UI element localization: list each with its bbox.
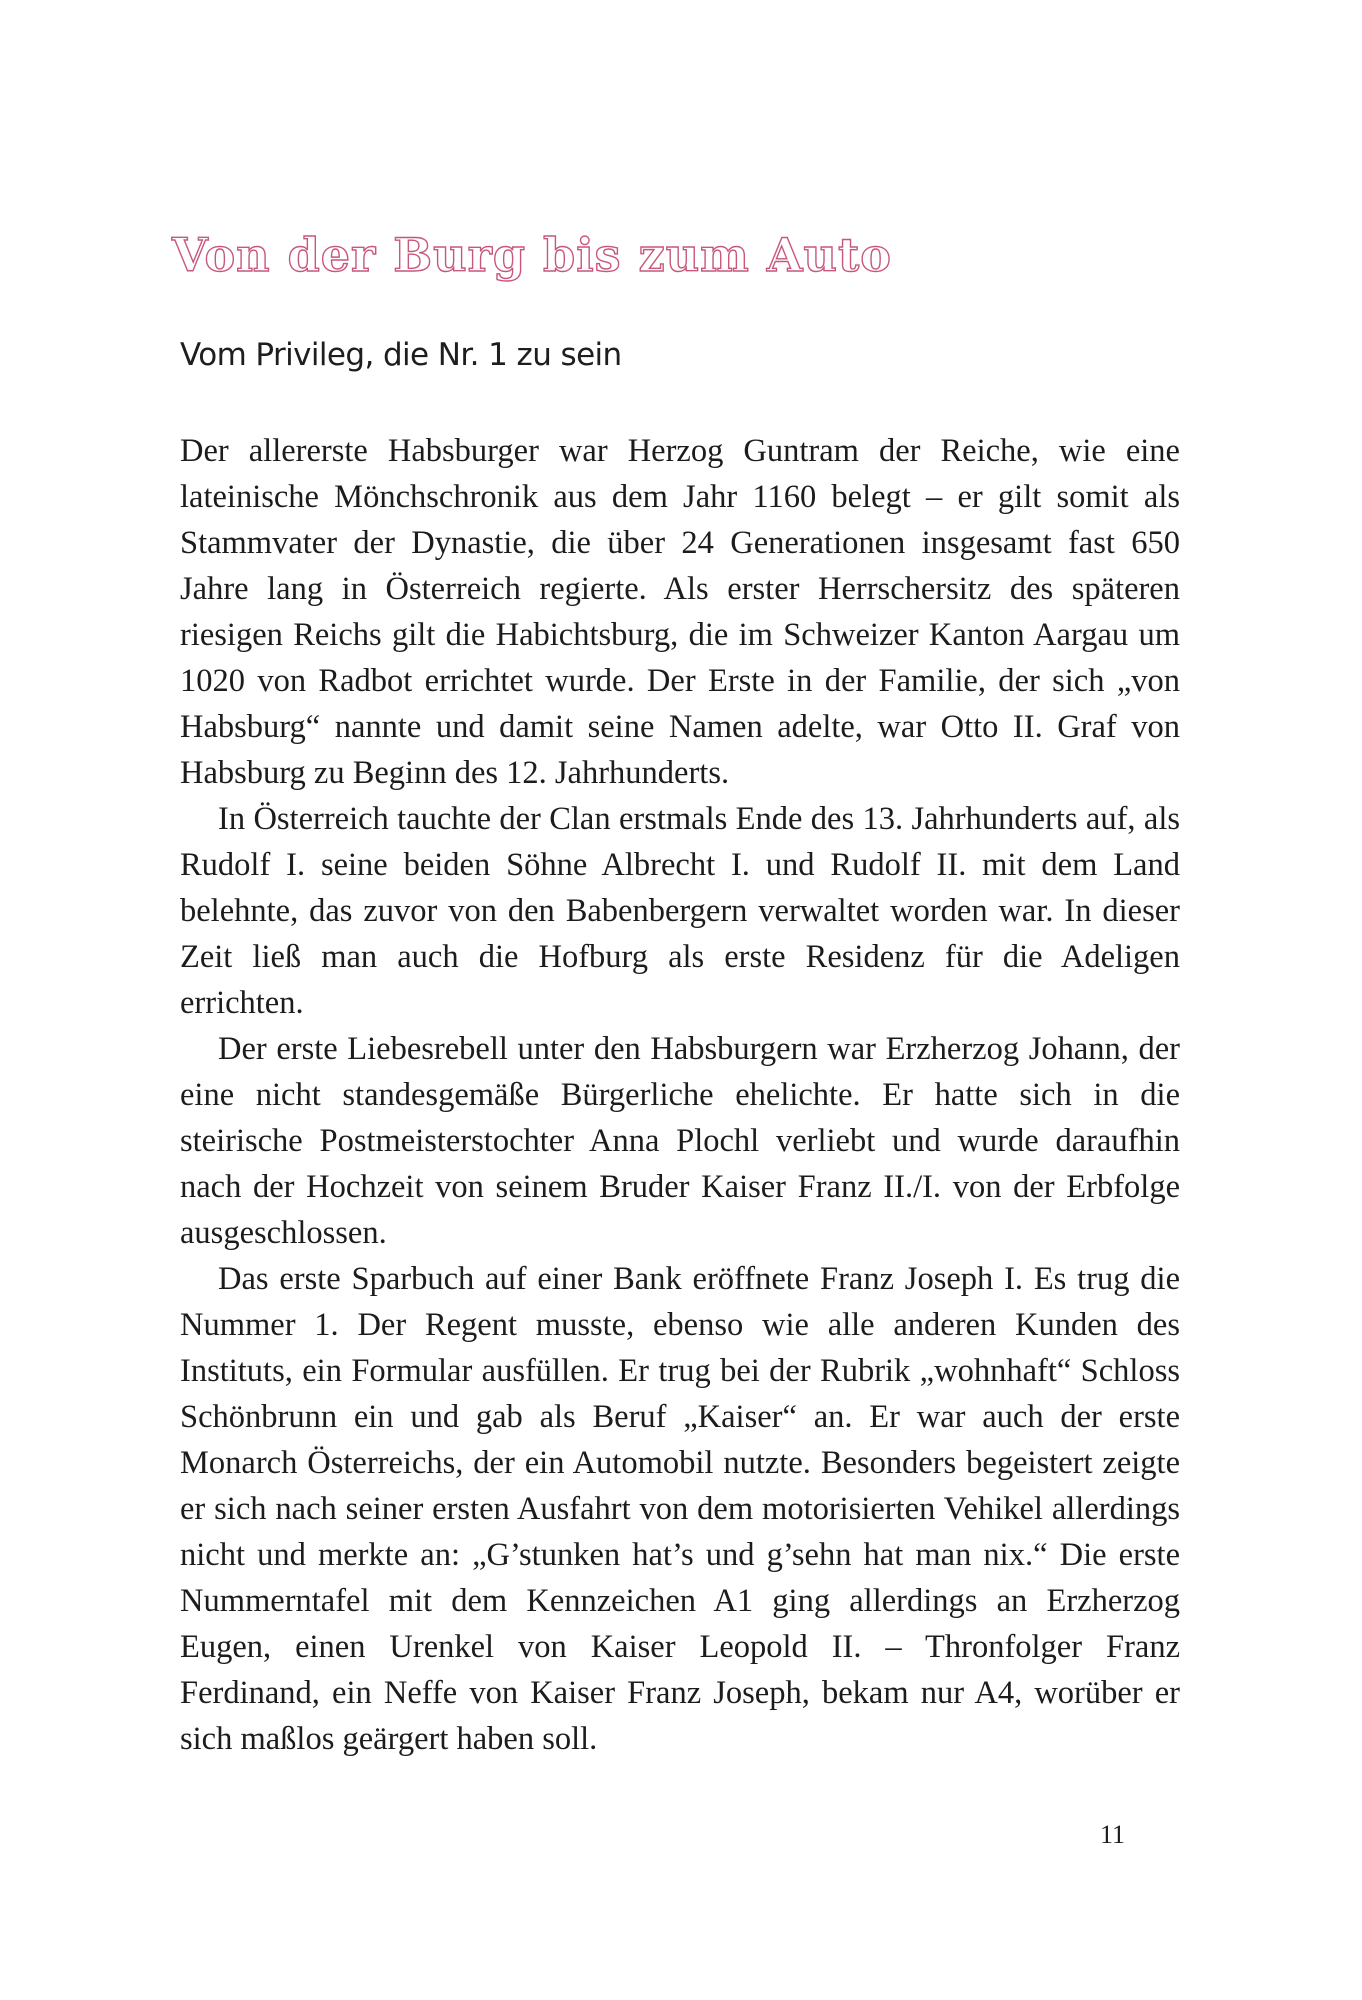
paragraph: In Österreich tauchte der Clan erstmals Ende des 13. Jahrhunderts auf, als Rudolf I. seine beiden Söhne Albrecht I. und Rudolf II. mit dem Land belehnte, das zuvor von den Babenbergern verwaltet worden war. In dieser Zeit ließ man auch die Hofburg als erste Residenz für die Adeligen errichten. [180, 801, 1180, 1021]
chapter-subtitle: Vom Privileg, die Nr. 1 zu sein [180, 337, 622, 373]
body-text [180, 428, 1180, 1762]
page-number: 11 [1099, 1820, 1125, 1849]
paragraph: Das erste Sparbuch auf einer Bank eröffnete Franz Joseph I. Es trug die Nummer 1. Der Regent musste, ebenso wie alle anderen Kunden des Instituts, ein Formular ausfüllen. Er trug bei der Rubrik „wohnhaft“ Schloss Schönbrunn ein und gab als Beruf „Kaiser“ an. Er war auch der erste Monarch Österreichs, der ein Automobil nutzte. Besonders begeistert zeigte er sich nach seiner ersten Ausfahrt von dem motorisierten Vehikel allerdings nicht und merkte an: „G’stunken hat’s und g’sehn hat man nix.“ Die erste Nummerntafel mit dem Kennzeichen A1 ging allerdings an Erzherzog Eugen, einen Urenkel von Kaiser Leopold II. – Thronfolger Franz Ferdinand, ein Neffe von Kaiser Franz Joseph, bekam nur A4, worüber er sich maßlos geärgert haben soll. [180, 1261, 1180, 1757]
chapter-title: Von der Burg bis zum Auto [172, 228, 892, 282]
paragraph: Der erste Liebesrebell unter den Habsburgern war Erzherzog Johann, der eine nicht standesgemäße Bürgerliche ehelichte. Er hatte sich in die steirische Postmeisterstochter Anna Plochl verliebt und wurde daraufhin nach der Hochzeit von seinem Bruder Kaiser Franz II./I. von der Erbfolge ausgeschlossen. [180, 1031, 1180, 1251]
paragraph: Der allererste Habsburger war Herzog Guntram der Reiche, wie eine lateinische Mönchschronik aus dem Jahr 1160 belegt – er gilt somit als Stammvater der Dynastie, die über 24 Generationen insgesamt fast 650 Jahre lang in Österreich regierte. Als erster Herrschersitz des späteren riesigen Reichs gilt die Habichtsburg, die im Schweizer Kanton Aargau um 1020 von Radbot errichtet wurde. Der Erste in der Familie, der sich „von Habsburg“ nannte und damit seine Namen adelte, war Otto II. Graf von Habsburg zu Beginn des 12. Jahrhunderts. [180, 433, 1180, 791]
